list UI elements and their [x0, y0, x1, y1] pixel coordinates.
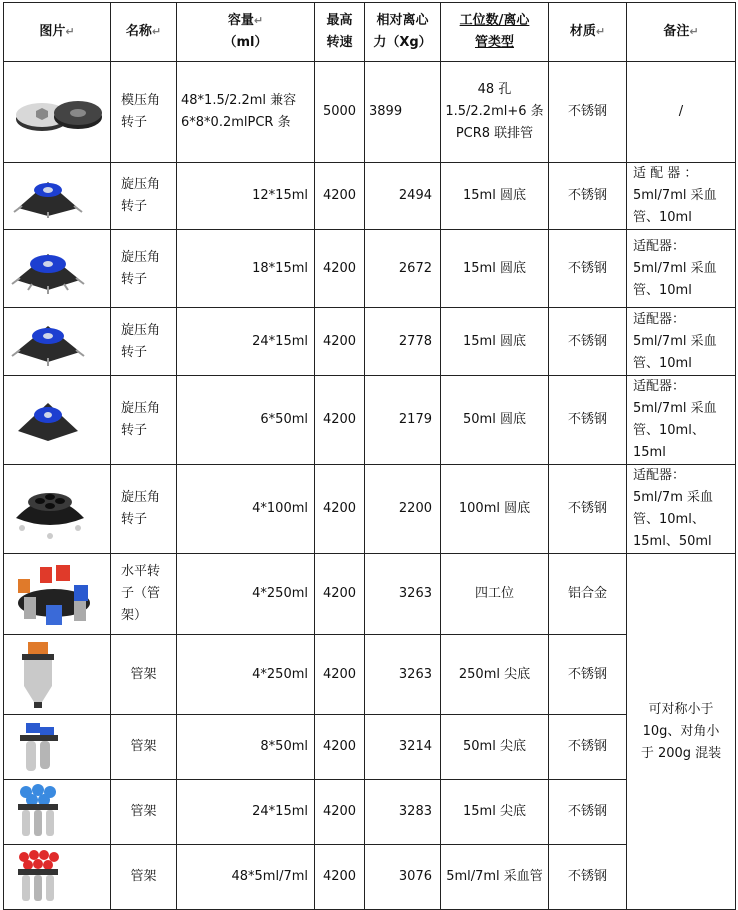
rack-5-icon [4, 845, 111, 910]
row-capacity: 6*50ml [177, 376, 315, 465]
row-capacity: 24*15ml [177, 780, 315, 845]
table-row [4, 376, 736, 465]
row-capacity: 12*15ml [177, 163, 315, 230]
row-material: 不锈钢 [549, 308, 627, 376]
row-tubes: 5ml/7ml 采血管 [441, 845, 549, 910]
rack-15-icon [4, 780, 111, 845]
header-speed: 最高 转速 [315, 3, 365, 62]
row-name: 管架 [111, 780, 177, 845]
row-speed: 4200 [315, 780, 365, 845]
header-material: 材质↵ [549, 3, 627, 62]
rack-50-icon [4, 715, 111, 780]
row-name: 管架 [111, 845, 177, 910]
row-note: 适配器： 5ml/7ml 采血管、10ml [627, 230, 736, 308]
row-rcf: 2200 [365, 465, 441, 554]
row-capacity: 4*100ml [177, 465, 315, 554]
row-rcf: 2672 [365, 230, 441, 308]
row-tubes: 15ml 圆底 [441, 163, 549, 230]
row-note: 适配器： 5ml/7ml 采血管、10ml [627, 308, 736, 376]
row-name: 管架 [111, 635, 177, 715]
row-tubes: 50ml 尖底 [441, 715, 549, 780]
table-row [4, 845, 736, 910]
table-row [4, 715, 736, 780]
row-rcf: 3214 [365, 715, 441, 780]
row-material: 不锈钢 [549, 230, 627, 308]
row-speed: 4200 [315, 376, 365, 465]
row-capacity: 48*1.5/2.2ml 兼容 6*8*0.2mlPCR 条 [177, 62, 315, 163]
row-material: 不锈钢 [549, 376, 627, 465]
row-material: 不锈钢 [549, 780, 627, 845]
row-speed: 4200 [315, 554, 365, 635]
row-rcf: 3899 [365, 62, 441, 163]
table-row [4, 780, 736, 845]
row-tubes: 15ml 圆底 [441, 230, 549, 308]
table-row [4, 62, 736, 163]
row-material: 不锈钢 [549, 635, 627, 715]
header-capacity: 容量↵ （ml） [177, 3, 315, 62]
rotor-spec-table [3, 2, 736, 910]
row-tubes: 100ml 圆底 [441, 465, 549, 554]
header-row [4, 3, 736, 62]
row-material: 不锈钢 [549, 62, 627, 163]
angle-rotor-icon [4, 163, 111, 230]
row-rcf: 2494 [365, 163, 441, 230]
table-row [4, 230, 736, 308]
row-name: 模压角转子 [111, 62, 177, 163]
row-name: 旋压角转子 [111, 376, 177, 465]
header-notes: 备注↵ [627, 3, 736, 62]
row-name: 旋压角转子 [111, 308, 177, 376]
merged-note: 可对称小于 10g、对角小于 200g 混装 [627, 554, 736, 910]
row-speed: 4200 [315, 845, 365, 910]
row-capacity: 48*5ml/7ml [177, 845, 315, 910]
row-note: 适 配 器 ： 5ml/7ml 采血管、10ml [627, 163, 736, 230]
row-capacity: 24*15ml [177, 308, 315, 376]
row-speed: 4200 [315, 308, 365, 376]
bucket-250-icon [4, 635, 111, 715]
row-note: / [627, 62, 736, 163]
row-capacity: 8*50ml [177, 715, 315, 780]
header-rcf: 相对离心 力（Xg） [365, 3, 441, 62]
row-name: 水平转子（管架） [111, 554, 177, 635]
row-material: 铝合金 [549, 554, 627, 635]
row-speed: 4200 [315, 635, 365, 715]
row-tubes: 15ml 尖底 [441, 780, 549, 845]
header-tubes: 工位数/离心 管类型 [441, 3, 549, 62]
row-speed: 4200 [315, 163, 365, 230]
row-material: 不锈钢 [549, 845, 627, 910]
header-image: 图片↵ [4, 3, 111, 62]
row-tubes: 250ml 尖底 [441, 635, 549, 715]
row-name: 旋压角转子 [111, 230, 177, 308]
swing-rotor-icon [4, 554, 111, 635]
row-material: 不锈钢 [549, 465, 627, 554]
angle-rotor-icon [4, 308, 111, 376]
row-tubes: 50ml 圆底 [441, 376, 549, 465]
row-tubes: 四工位 [441, 554, 549, 635]
row-capacity: 4*250ml [177, 635, 315, 715]
angle-rotor-icon [4, 230, 111, 308]
row-note: 适配器： 5ml/7ml 采血管、10ml、15ml [627, 376, 736, 465]
row-capacity: 4*250ml [177, 554, 315, 635]
table-row [4, 465, 736, 554]
black-rotor-icon [4, 465, 111, 554]
row-speed: 5000 [315, 62, 365, 163]
row-rcf: 2179 [365, 376, 441, 465]
table-row [4, 635, 736, 715]
table-row [4, 308, 736, 376]
row-name: 旋压角转子 [111, 163, 177, 230]
angle-rotor-icon [4, 376, 111, 465]
header-name: 名称↵ [111, 3, 177, 62]
row-rcf: 2778 [365, 308, 441, 376]
row-material: 不锈钢 [549, 163, 627, 230]
row-speed: 4200 [315, 715, 365, 780]
table-row [4, 554, 736, 635]
row-rcf: 3263 [365, 635, 441, 715]
row-name: 管架 [111, 715, 177, 780]
row-tubes: 48 孔 1.5/2.2ml+6 条 PCR8 联排管 [441, 62, 549, 163]
row-name: 旋压角转子 [111, 465, 177, 554]
row-material: 不锈钢 [549, 715, 627, 780]
row-rcf: 3283 [365, 780, 441, 845]
row-rcf: 3076 [365, 845, 441, 910]
row-speed: 4200 [315, 230, 365, 308]
row-rcf: 3263 [365, 554, 441, 635]
row-capacity: 18*15ml [177, 230, 315, 308]
row-tubes: 15ml 圆底 [441, 308, 549, 376]
row-note: 适配器： 5ml/7m 采血管、10ml、15ml、50ml [627, 465, 736, 554]
row-speed: 4200 [315, 465, 365, 554]
molded-rotor-icon [4, 62, 111, 163]
table-row [4, 163, 736, 230]
